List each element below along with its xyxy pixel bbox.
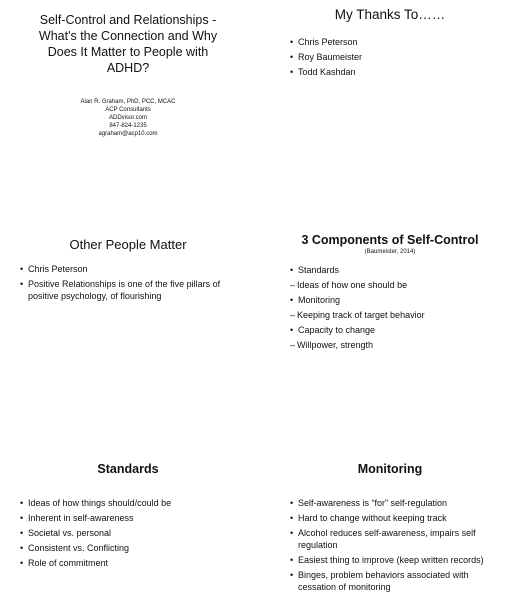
author-website: ADDvisor.com xyxy=(108,115,147,121)
list-item: • Binges, problem behaviors associated with cessation of monitoring xyxy=(290,569,495,593)
list-item: • Roy Baumeister xyxy=(290,51,510,63)
list-item: • Self-awareness is “for” self-regulation xyxy=(290,497,495,509)
slide-heading: Other People Matter xyxy=(69,237,187,252)
sub-list-item: – Keeping track of target behavior xyxy=(290,309,510,321)
title-line: What's the Connection and Why xyxy=(38,29,218,43)
list-item: • Ideas of how things should/could be xyxy=(20,497,248,509)
author-name: Alan R. Graham, PhD, PCC, MCAC xyxy=(80,99,176,105)
title-line: ADHD? xyxy=(106,61,150,75)
slide-heading: 3 Components of Self-Control xyxy=(301,233,479,247)
list-item: • Societal vs. personal xyxy=(20,527,248,539)
slide-title-heading xyxy=(8,12,248,76)
bullet-list xyxy=(20,497,248,569)
bullet-list xyxy=(290,36,510,78)
author-company: ACP Consultants xyxy=(105,107,151,113)
slide-thanks xyxy=(270,6,510,78)
list-item: • Standards xyxy=(290,264,510,276)
title-line: Does It Matter to People with xyxy=(47,45,209,59)
slide-citation: (Baumeister, 2014) xyxy=(364,249,416,255)
list-item: • Chris Peterson xyxy=(20,263,235,275)
list-item: • Role of commitment xyxy=(20,557,248,569)
author-block xyxy=(8,98,248,138)
list-item: • Inherent in self-awareness xyxy=(20,512,248,524)
slide-other-people xyxy=(8,237,248,302)
title-line: Self-Control and Relationships - xyxy=(39,13,217,27)
slide-heading: My Thanks To…… xyxy=(334,7,446,22)
author-email: agraham@acp10.com xyxy=(98,131,158,137)
list-item: • Easiest thing to improve (keep written records) xyxy=(290,554,495,566)
slide-title xyxy=(8,12,248,138)
list-item: • Alcohol reduces self-awareness, impairs self regulation xyxy=(290,527,495,551)
list-item: • Consistent vs. Conflicting xyxy=(20,542,248,554)
slide-monitoring xyxy=(270,461,510,593)
sub-list-item: – Ideas of how one should be xyxy=(290,279,510,291)
slide-components xyxy=(270,232,510,351)
list-item: • Capacity to change xyxy=(290,324,510,336)
list-item: • Todd Kashdan xyxy=(290,66,510,78)
author-phone: 847-824-1235 xyxy=(109,123,147,129)
bullet-list xyxy=(20,263,235,302)
list-item: • Monitoring xyxy=(290,294,510,306)
bullet-list xyxy=(290,497,495,593)
sub-list-item: – Willpower, strength xyxy=(290,339,510,351)
slide-standards xyxy=(8,461,248,569)
list-item: • Positive Relationships is one of the five pillars of positive psychology, of flourishing xyxy=(20,278,235,302)
list-item: • Hard to change without keeping track xyxy=(290,512,495,524)
list-item: • Chris Peterson xyxy=(290,36,510,48)
slide-heading: Standards xyxy=(97,462,159,476)
slide-heading: Monitoring xyxy=(357,462,423,476)
bullet-list xyxy=(290,264,510,351)
